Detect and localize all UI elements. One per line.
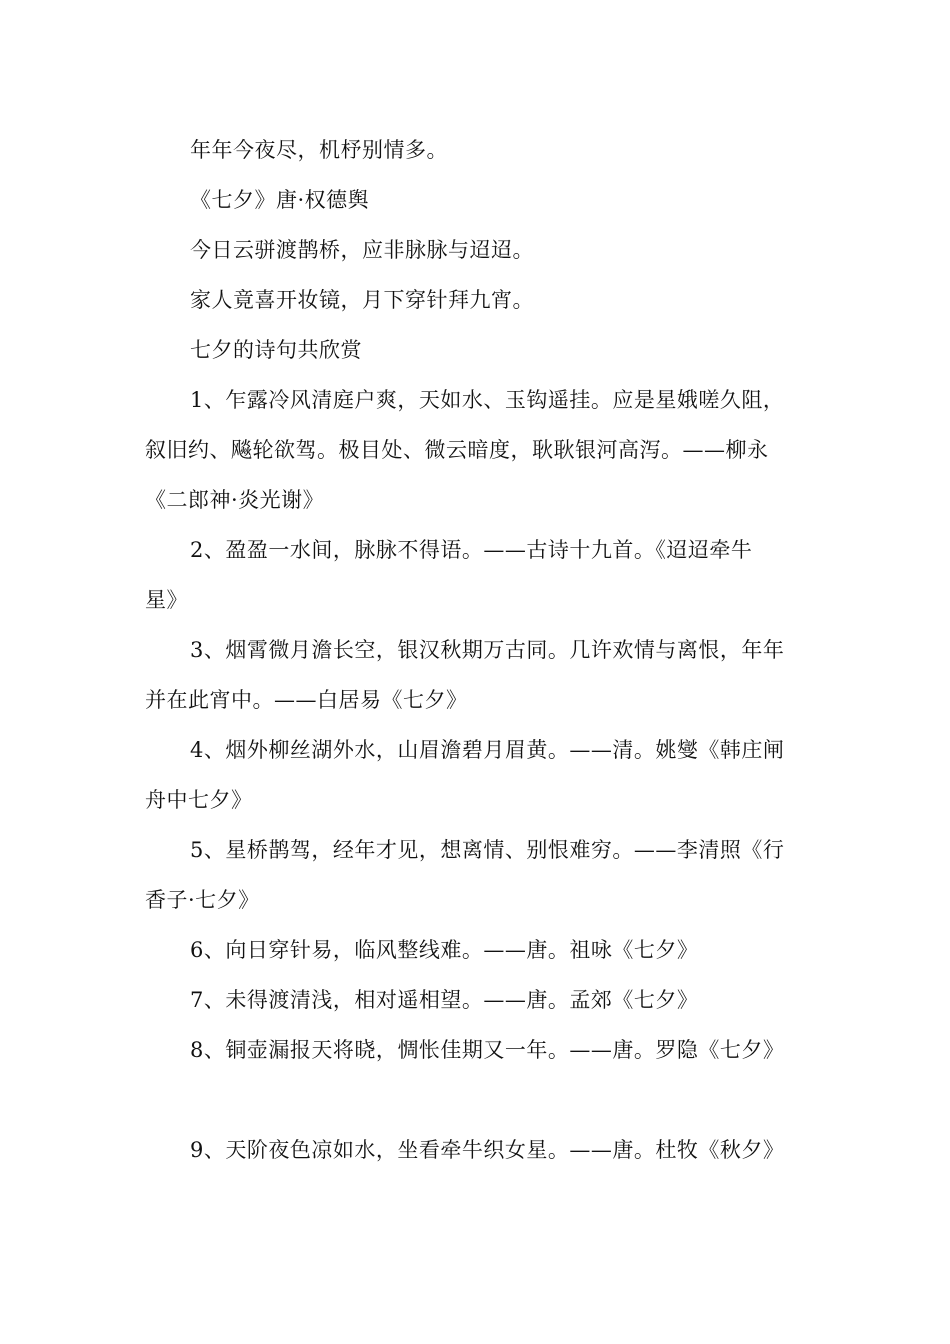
text-line: 3、烟霄微月澹长空，银汉秋期万古同。几许欢情与离恨，年年 <box>190 638 785 662</box>
text-line: 8、铜壶漏报天将晓，惆怅佳期又一年。——唐。罗隐《七夕》 <box>190 1038 785 1062</box>
text-line: 5、星桥鹊驾，经年才见，想离情、别恨难穷。——李清照《行 <box>190 838 785 862</box>
text-line: 叙旧约、飚轮欲驾。极目处、微云暗度，耿耿银河高泻。——柳永 <box>145 438 769 462</box>
text-line: 《七夕》唐·权德舆 <box>190 188 370 212</box>
text-line: 1、乍露冷风清庭户爽，天如水、玉钩遥挂。应是星娥嗟久阻， <box>190 388 785 412</box>
text-line: 年年今夜尽，机杼别情多。 <box>190 138 448 162</box>
text-line: 9、天阶夜色凉如水，坐看牵牛织女星。——唐。杜牧《秋夕》 <box>190 1138 785 1162</box>
section-heading: 七夕的诗句共欣赏 <box>190 338 362 362</box>
text-line: 4、烟外柳丝湖外水，山眉澹碧月眉黄。——清。姚燮《韩庄闸 <box>190 738 785 762</box>
text-line: 7、未得渡清浅，相对遥相望。——唐。孟郊《七夕》 <box>190 988 699 1012</box>
text-line: 《二郎神·炎光谢》 <box>145 488 325 512</box>
text-line: 香子·七夕》 <box>145 888 260 912</box>
text-line: 6、向日穿针易，临风整线难。——唐。祖咏《七夕》 <box>190 938 699 962</box>
text-line: 家人竟喜开妆镜，月下穿针拜九宵。 <box>190 288 534 312</box>
text-line: 舟中七夕》 <box>145 788 253 812</box>
text-line: 今日云骈渡鹊桥，应非脉脉与迢迢。 <box>190 238 534 262</box>
text-line: 并在此宵中。——白居易《七夕》 <box>145 688 468 712</box>
text-line: 2、盈盈一水间，脉脉不得语。——古诗十九首。《迢迢牵牛 <box>190 538 753 562</box>
text-line: 星》 <box>145 588 188 612</box>
